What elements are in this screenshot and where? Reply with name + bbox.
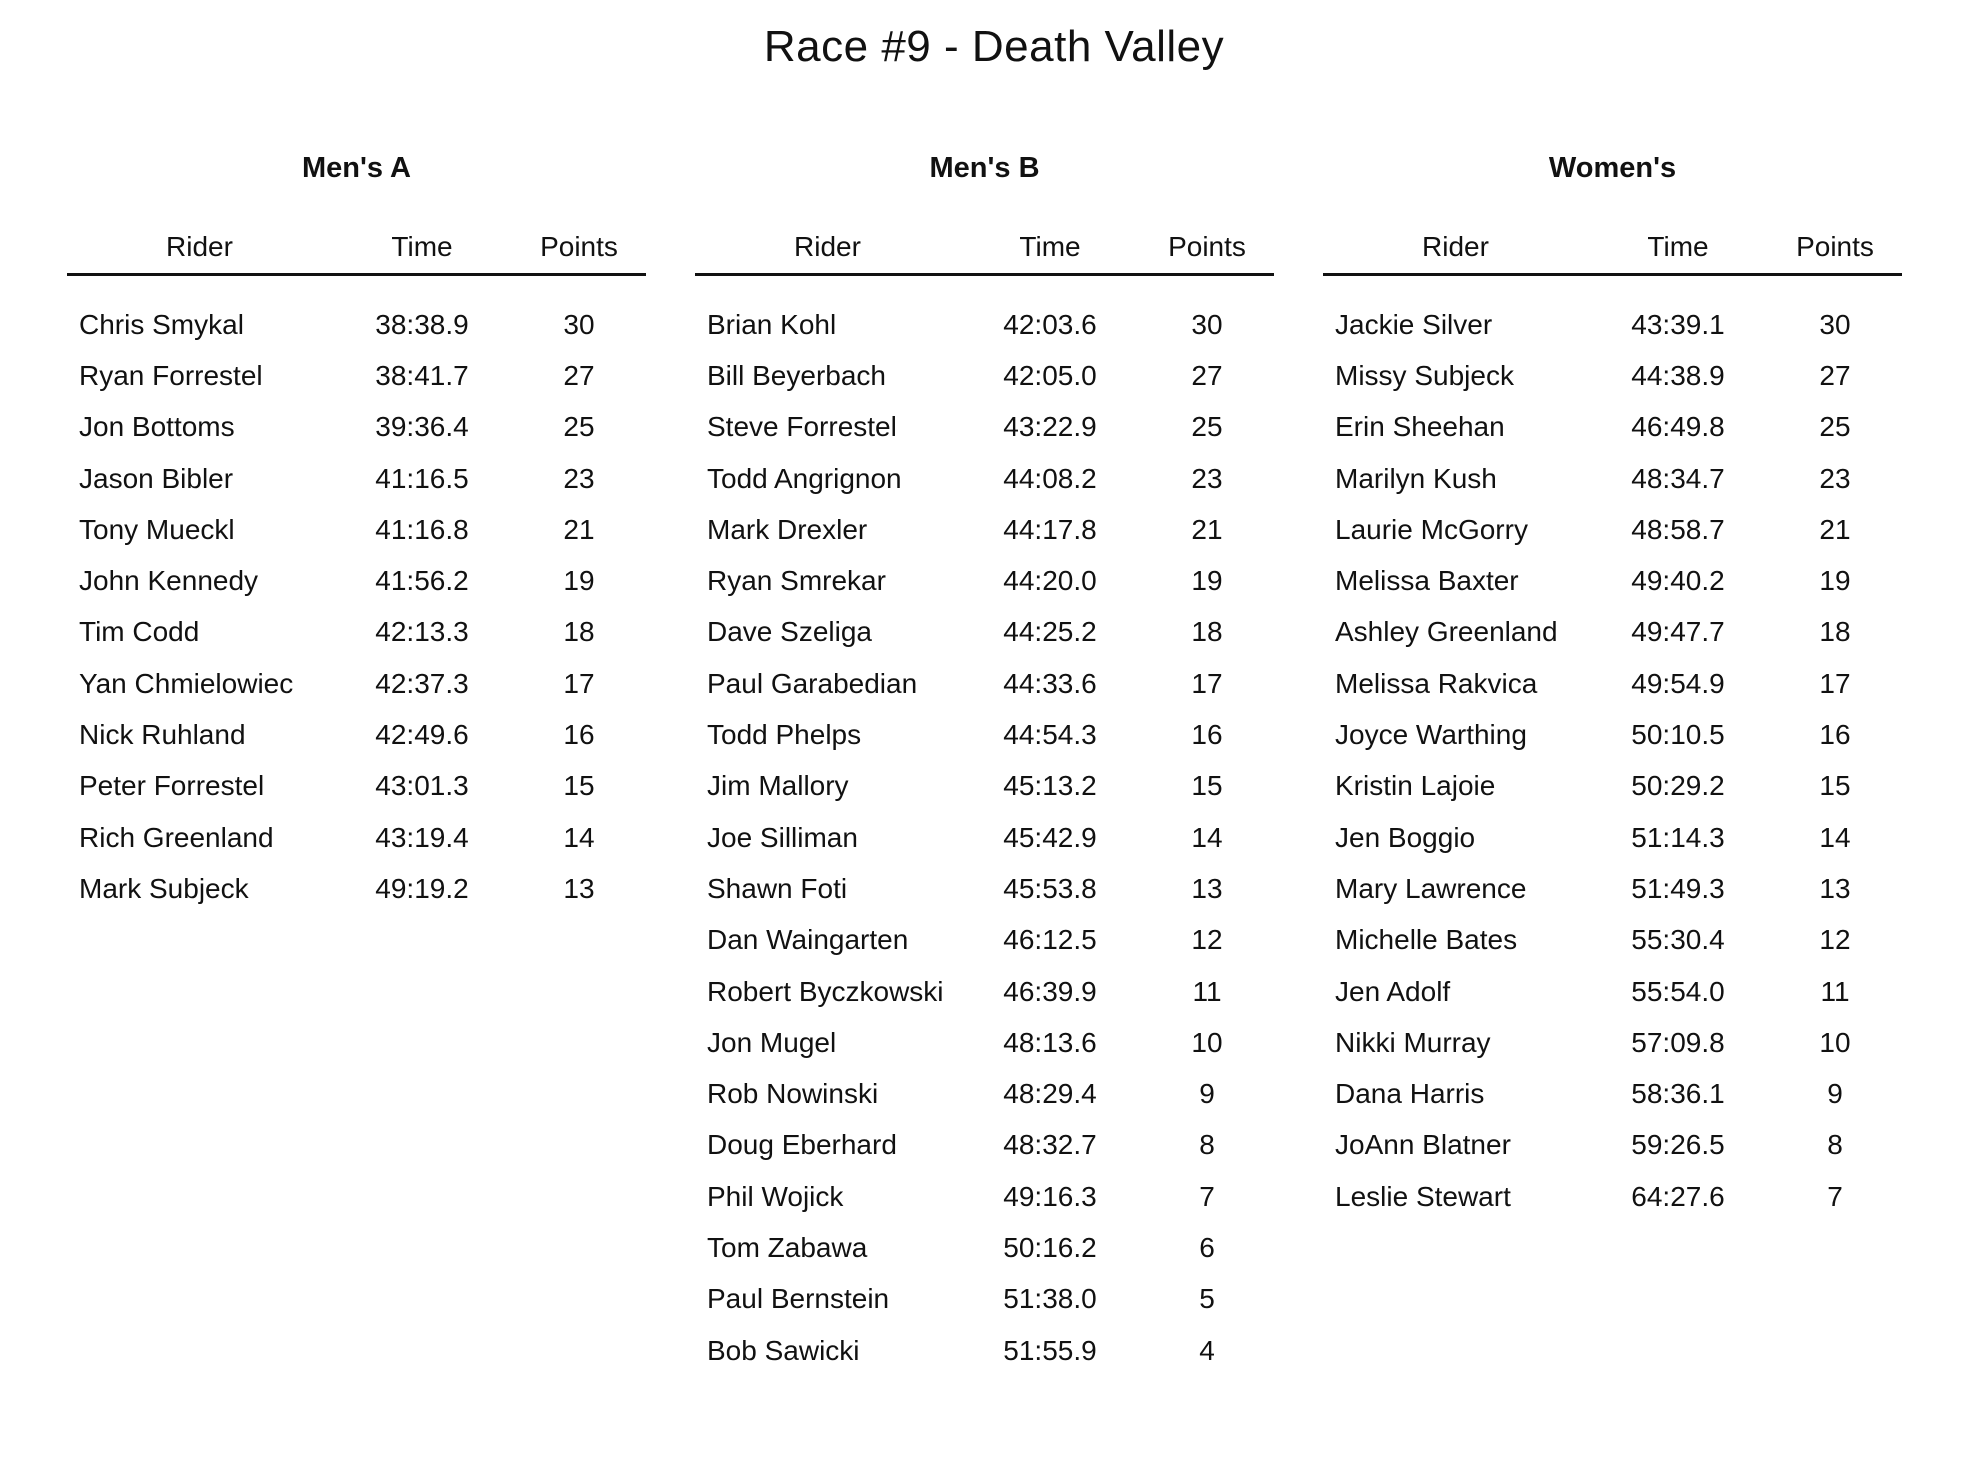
- finish-time: 42:03.6: [1003, 308, 1097, 340]
- result-row: [695, 555, 1274, 606]
- points-value: 19: [563, 565, 595, 597]
- result-row: [695, 761, 1274, 812]
- rider-name: Phil Wojick: [707, 1180, 844, 1212]
- rider-name: Missy Subjeck: [1335, 359, 1514, 391]
- finish-time: 44:25.2: [1003, 616, 1097, 648]
- finish-time: 55:54.0: [1631, 975, 1725, 1007]
- column-header-points: Points: [1168, 231, 1246, 262]
- finish-time: 38:38.9: [375, 308, 469, 340]
- result-row: [1323, 1017, 1902, 1068]
- results-rows: [1323, 299, 1902, 1222]
- result-row: [695, 863, 1274, 914]
- points-value: 21: [1191, 513, 1223, 545]
- header-divider: [67, 273, 646, 276]
- finish-time: 51:49.3: [1631, 872, 1725, 904]
- finish-time: 41:16.5: [375, 462, 469, 494]
- column-header-time: Time: [1019, 231, 1081, 262]
- points-value: 14: [563, 821, 595, 853]
- finish-time: 49:47.7: [1631, 616, 1725, 648]
- rider-name: Joe Silliman: [707, 821, 858, 853]
- finish-time: 46:12.5: [1003, 924, 1097, 956]
- rider-name: Leslie Stewart: [1335, 1180, 1511, 1212]
- result-row: [695, 812, 1274, 863]
- finish-time: 49:40.2: [1631, 565, 1725, 597]
- result-row: [67, 607, 646, 658]
- result-row: [1323, 1120, 1902, 1171]
- points-value: 30: [1819, 308, 1851, 340]
- rider-name: Laurie McGorry: [1335, 513, 1528, 545]
- result-row: [1323, 402, 1902, 453]
- result-row: [1323, 966, 1902, 1017]
- result-row: [1323, 812, 1902, 863]
- finish-time: 45:53.8: [1003, 872, 1097, 904]
- rider-name: Steve Forrestel: [707, 411, 897, 443]
- table-mens-b: [695, 0, 1274, 1480]
- points-value: 4: [1199, 1334, 1215, 1366]
- column-header-rider: Rider: [1422, 231, 1489, 262]
- points-value: 17: [1819, 667, 1851, 699]
- finish-time: 42:05.0: [1003, 359, 1097, 391]
- result-row: [1323, 555, 1902, 606]
- points-value: 27: [1191, 359, 1223, 391]
- rider-name: John Kennedy: [79, 565, 259, 597]
- points-value: 23: [563, 462, 595, 494]
- points-value: 16: [1819, 719, 1851, 751]
- column-header-time: Time: [1647, 231, 1709, 262]
- points-value: 13: [1819, 872, 1851, 904]
- rider-name: Nikki Murray: [1335, 1026, 1491, 1058]
- finish-time: 49:19.2: [375, 872, 469, 904]
- rider-name: JoAnn Blatner: [1335, 1129, 1511, 1161]
- finish-time: 55:30.4: [1631, 924, 1725, 956]
- rider-name: Dave Szeliga: [707, 616, 872, 648]
- finish-time: 44:20.0: [1003, 565, 1097, 597]
- finish-time: 51:55.9: [1003, 1334, 1097, 1366]
- header-divider: [1323, 273, 1902, 276]
- section-title-mens-b: Men's B: [929, 152, 1040, 184]
- rider-name: Melissa Baxter: [1335, 565, 1519, 597]
- rider-name: Peter Forrestel: [79, 770, 265, 802]
- rider-name: Paul Bernstein: [707, 1283, 890, 1315]
- points-value: 15: [1819, 770, 1851, 802]
- points-value: 9: [1199, 1078, 1215, 1110]
- points-value: 17: [1191, 667, 1223, 699]
- result-row: [67, 761, 646, 812]
- rider-name: Robert Byczkowski: [707, 975, 944, 1007]
- result-row: [1323, 915, 1902, 966]
- result-row: [1323, 299, 1902, 350]
- rider-name: Jen Boggio: [1335, 821, 1476, 853]
- column-header-time: Time: [391, 231, 453, 262]
- points-value: 19: [1819, 565, 1851, 597]
- column-headers: [1323, 227, 1902, 267]
- column-headers: [695, 227, 1274, 267]
- finish-time: 59:26.5: [1631, 1129, 1725, 1161]
- result-row: [1323, 1068, 1902, 1119]
- result-row: [67, 812, 646, 863]
- finish-time: 38:41.7: [375, 359, 469, 391]
- result-row: [67, 504, 646, 555]
- points-value: 11: [1192, 975, 1222, 1007]
- points-value: 25: [1819, 411, 1851, 443]
- points-value: 23: [1191, 462, 1223, 494]
- points-value: 10: [1819, 1026, 1851, 1058]
- column-headers: [67, 227, 646, 267]
- result-row: [695, 709, 1274, 760]
- rider-name: Jason Bibler: [79, 462, 234, 494]
- rider-name: Tony Mueckl: [79, 513, 235, 545]
- points-value: 14: [1819, 821, 1851, 853]
- points-value: 6: [1199, 1231, 1215, 1263]
- rider-name: Paul Garabedian: [707, 667, 918, 699]
- finish-time: 49:54.9: [1631, 667, 1725, 699]
- finish-time: 49:16.3: [1003, 1180, 1097, 1212]
- finish-time: 44:33.6: [1003, 667, 1097, 699]
- header-divider: [695, 273, 1274, 276]
- rider-name: Joyce Warthing: [1335, 719, 1527, 751]
- finish-time: 48:13.6: [1003, 1026, 1097, 1058]
- finish-time: 43:19.4: [375, 821, 469, 853]
- rider-name: Yan Chmielowiec: [79, 667, 294, 699]
- result-row: [1323, 504, 1902, 555]
- rider-name: Jen Adolf: [1335, 975, 1451, 1007]
- result-row: [695, 504, 1274, 555]
- result-row: [1323, 863, 1902, 914]
- result-row: [1323, 761, 1902, 812]
- points-value: 9: [1827, 1078, 1843, 1110]
- finish-time: 45:42.9: [1003, 821, 1097, 853]
- result-row: [695, 1120, 1274, 1171]
- result-row: [67, 299, 646, 350]
- points-value: 21: [563, 513, 595, 545]
- finish-time: 42:49.6: [375, 719, 469, 751]
- result-row: [1323, 350, 1902, 401]
- result-row: [67, 863, 646, 914]
- finish-time: 64:27.6: [1631, 1180, 1725, 1212]
- rider-name: Nick Ruhland: [79, 719, 246, 751]
- rider-name: Erin Sheehan: [1335, 411, 1505, 443]
- result-row: [695, 1171, 1274, 1222]
- result-row: [695, 453, 1274, 504]
- result-row: [695, 1222, 1274, 1273]
- column-header-points: Points: [1796, 231, 1874, 262]
- rider-name: Mary Lawrence: [1335, 872, 1527, 904]
- rider-name: Tom Zabawa: [707, 1231, 868, 1263]
- rider-name: Bob Sawicki: [707, 1334, 860, 1366]
- rider-name: Jackie Silver: [1335, 308, 1493, 340]
- result-row: [695, 915, 1274, 966]
- points-value: 30: [1191, 308, 1223, 340]
- finish-time: 50:10.5: [1631, 719, 1725, 751]
- finish-time: 48:34.7: [1631, 462, 1725, 494]
- rider-name: Brian Kohl: [707, 308, 837, 340]
- result-row: [67, 350, 646, 401]
- points-value: 18: [1819, 616, 1851, 648]
- points-value: 27: [563, 359, 595, 391]
- finish-time: 48:29.4: [1003, 1078, 1097, 1110]
- rider-name: Kristin Lajoie: [1335, 770, 1496, 802]
- points-value: 5: [1199, 1283, 1215, 1315]
- finish-time: 43:22.9: [1003, 411, 1097, 443]
- finish-time: 51:14.3: [1631, 821, 1725, 853]
- rider-name: Rob Nowinski: [707, 1078, 879, 1110]
- points-value: 8: [1827, 1129, 1843, 1161]
- finish-time: 51:38.0: [1003, 1283, 1097, 1315]
- points-value: 10: [1191, 1026, 1223, 1058]
- points-value: 13: [1191, 872, 1223, 904]
- result-row: [1323, 453, 1902, 504]
- result-row: [67, 658, 646, 709]
- result-row: [1323, 1171, 1902, 1222]
- points-value: 30: [563, 308, 595, 340]
- rider-name: Ryan Smrekar: [707, 565, 886, 597]
- rider-name: Ryan Forrestel: [79, 359, 263, 391]
- points-value: 11: [1820, 975, 1850, 1007]
- finish-time: 46:49.8: [1631, 411, 1725, 443]
- rider-name: Mark Subjeck: [79, 872, 249, 904]
- points-value: 15: [563, 770, 595, 802]
- result-row: [67, 555, 646, 606]
- points-value: 16: [563, 719, 595, 751]
- result-row: [695, 1068, 1274, 1119]
- finish-time: 44:17.8: [1003, 513, 1097, 545]
- points-value: 27: [1819, 359, 1851, 391]
- points-value: 12: [1819, 924, 1851, 956]
- points-value: 8: [1199, 1129, 1215, 1161]
- results-rows: [67, 299, 646, 915]
- result-row: [1323, 709, 1902, 760]
- rider-name: Shawn Foti: [707, 872, 848, 904]
- rider-name: Tim Codd: [79, 616, 200, 648]
- points-value: 17: [563, 667, 595, 699]
- page-title: Race #9 - Death Valley: [763, 22, 1225, 71]
- rider-name: Jim Mallory: [707, 770, 849, 802]
- finish-time: 48:32.7: [1003, 1129, 1097, 1161]
- rider-name: Dan Waingarten: [707, 924, 909, 956]
- result-row: [695, 1017, 1274, 1068]
- finish-time: 39:36.4: [375, 411, 469, 443]
- result-row: [67, 709, 646, 760]
- finish-time: 58:36.1: [1631, 1078, 1725, 1110]
- finish-time: 42:13.3: [375, 616, 469, 648]
- rider-name: Jon Mugel: [707, 1026, 837, 1058]
- rider-name: Chris Smykal: [79, 308, 244, 340]
- results-rows: [695, 299, 1274, 1376]
- result-row: [695, 658, 1274, 709]
- rider-name: Doug Eberhard: [707, 1129, 897, 1161]
- points-value: 18: [1191, 616, 1223, 648]
- result-row: [1323, 607, 1902, 658]
- rider-name: Melissa Rakvica: [1335, 667, 1538, 699]
- finish-time: 41:16.8: [375, 513, 469, 545]
- points-value: 19: [1191, 565, 1223, 597]
- finish-time: 46:39.9: [1003, 975, 1097, 1007]
- points-value: 25: [1191, 411, 1223, 443]
- points-value: 7: [1827, 1180, 1843, 1212]
- rider-name: Bill Beyerbach: [707, 359, 886, 391]
- finish-time: 44:54.3: [1003, 719, 1097, 751]
- result-row: [695, 350, 1274, 401]
- points-value: 18: [563, 616, 595, 648]
- finish-time: 45:13.2: [1003, 770, 1097, 802]
- points-value: 25: [563, 411, 595, 443]
- column-header-points: Points: [540, 231, 618, 262]
- rider-name: Todd Phelps: [707, 719, 862, 751]
- finish-time: 43:01.3: [375, 770, 469, 802]
- rider-name: Michelle Bates: [1335, 924, 1518, 956]
- finish-time: 50:16.2: [1003, 1231, 1097, 1263]
- result-row: [1323, 658, 1902, 709]
- finish-time: 48:58.7: [1631, 513, 1725, 545]
- result-row: [695, 1274, 1274, 1325]
- finish-time: 44:08.2: [1003, 462, 1097, 494]
- table-mens-a: [67, 0, 646, 1480]
- rider-name: Jon Bottoms: [79, 411, 235, 443]
- section-title-mens-a: Men's A: [302, 152, 411, 184]
- result-row: [695, 1325, 1274, 1376]
- result-row: [67, 402, 646, 453]
- result-row: [695, 299, 1274, 350]
- finish-time: 57:09.8: [1631, 1026, 1725, 1058]
- rider-name: Dana Harris: [1335, 1078, 1485, 1110]
- section-title-womens: Women's: [1548, 152, 1677, 184]
- points-value: 13: [563, 872, 595, 904]
- finish-time: 42:37.3: [375, 667, 469, 699]
- rider-name: Marilyn Kush: [1335, 462, 1497, 494]
- points-value: 21: [1819, 513, 1851, 545]
- result-row: [695, 402, 1274, 453]
- points-value: 23: [1819, 462, 1851, 494]
- rider-name: Todd Angrignon: [707, 462, 902, 494]
- result-row: [67, 453, 646, 504]
- result-row: [695, 607, 1274, 658]
- points-value: 14: [1191, 821, 1223, 853]
- points-value: 12: [1191, 924, 1223, 956]
- points-value: 15: [1191, 770, 1223, 802]
- column-header-rider: Rider: [166, 231, 233, 262]
- column-header-rider: Rider: [794, 231, 861, 262]
- points-value: 7: [1199, 1180, 1215, 1212]
- finish-time: 43:39.1: [1631, 308, 1725, 340]
- finish-time: 41:56.2: [375, 565, 469, 597]
- finish-time: 50:29.2: [1631, 770, 1725, 802]
- points-value: 16: [1191, 719, 1223, 751]
- rider-name: Rich Greenland: [79, 821, 274, 853]
- finish-time: 44:38.9: [1631, 359, 1725, 391]
- table-womens: [1323, 0, 1902, 1480]
- result-row: [695, 966, 1274, 1017]
- rider-name: Ashley Greenland: [1335, 616, 1558, 648]
- rider-name: Mark Drexler: [707, 513, 868, 545]
